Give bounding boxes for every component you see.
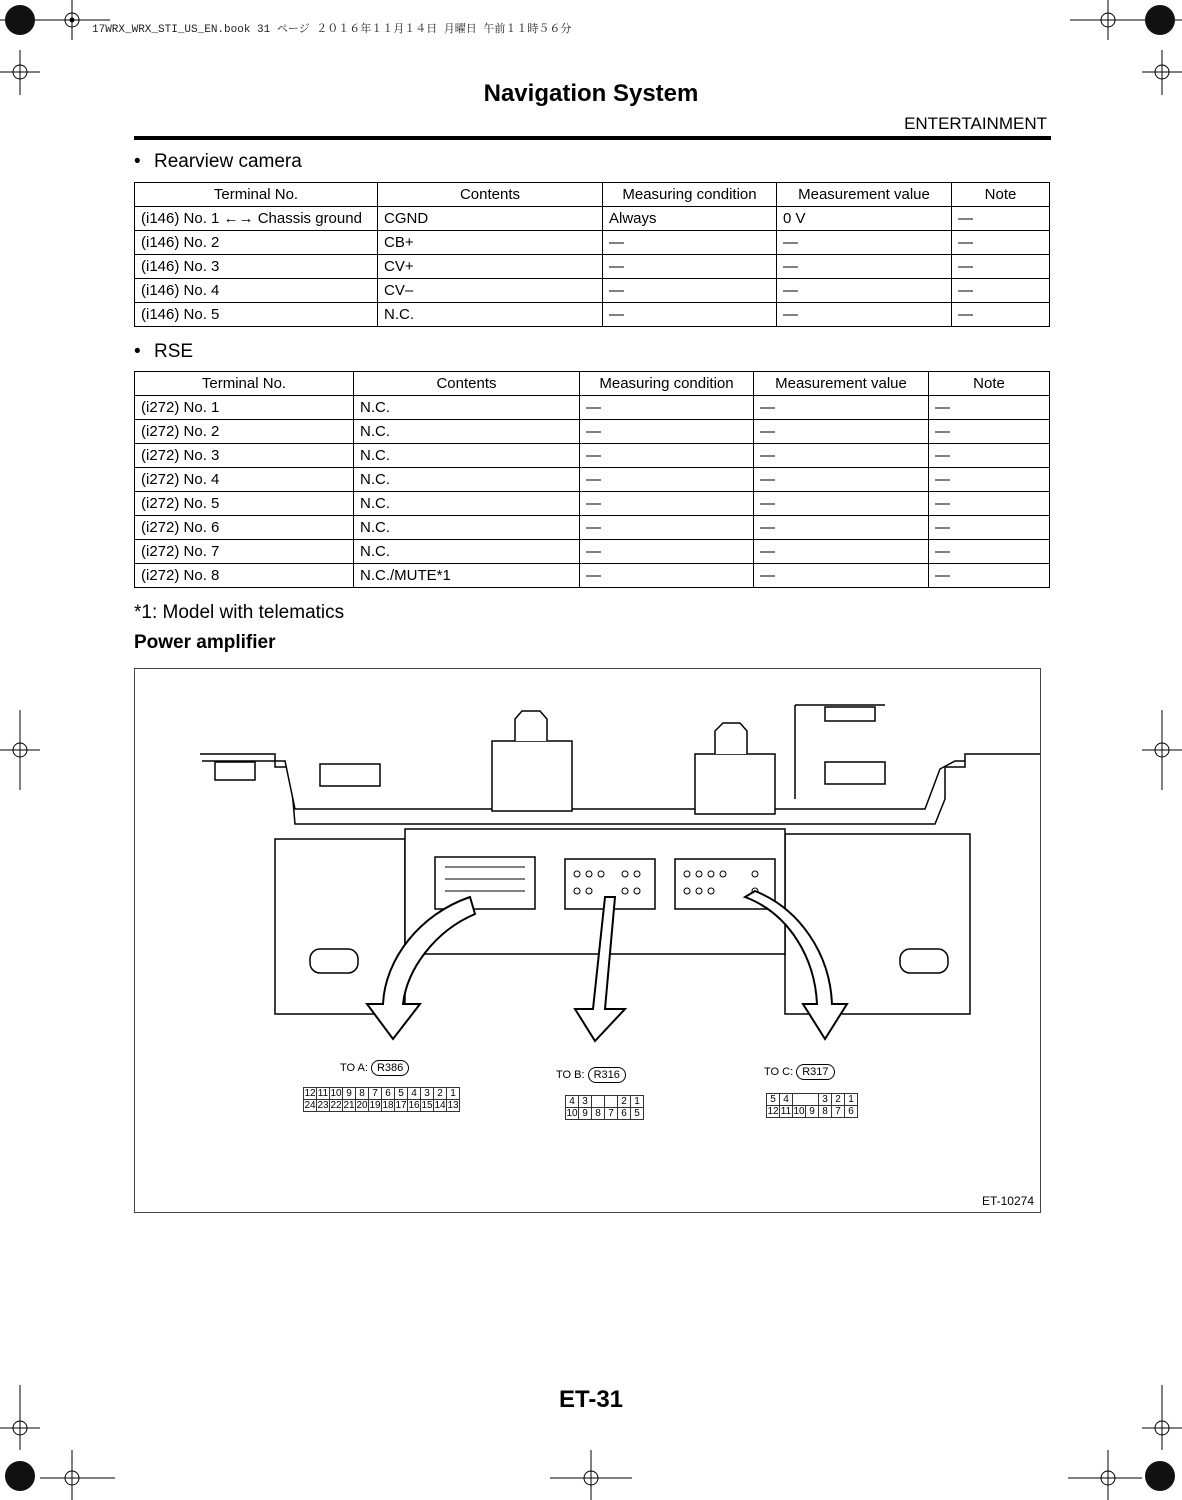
connector-code-r316: R316 <box>588 1067 626 1083</box>
pin: 19 <box>369 1100 381 1111</box>
bullet-rearview-camera: • Rearview camera <box>134 151 302 172</box>
pin: 2 <box>618 1096 631 1108</box>
print-header: 17WRX_WRX_STI_US_EN.book 31 ページ ２０１６年１１月１４日 月曜日 午前１１時５６分 <box>92 24 572 36</box>
cell-contents: CV– <box>378 279 603 303</box>
cell-condition: — <box>580 420 754 444</box>
pin: 7 <box>832 1106 845 1118</box>
pin: 4 <box>780 1094 793 1106</box>
cell-contents: N.C. <box>354 516 580 540</box>
pin: 6 <box>845 1106 858 1118</box>
cell-condition: — <box>580 444 754 468</box>
cell-value: — <box>754 420 929 444</box>
pin: 7 <box>369 1088 382 1100</box>
bullet-label: RSE <box>154 341 194 362</box>
cell-terminal: (i146) No. 1 ←→ Chassis ground <box>135 207 378 231</box>
pin: 10 <box>566 1108 578 1119</box>
cell-terminal: (i146) No. 4 <box>135 279 378 303</box>
cell-note: — <box>929 396 1050 420</box>
rearview-camera-table <box>134 182 1050 327</box>
section-label: ENTERTAINMENT <box>904 114 1047 133</box>
page-number: ET-31 <box>558 1386 624 1413</box>
cell-condition: — <box>580 468 754 492</box>
connector-b-label <box>556 1069 626 1081</box>
pin: 1 <box>447 1088 460 1100</box>
table-row <box>135 540 1050 564</box>
cell-contents: CB+ <box>378 231 603 255</box>
connector-c-label <box>764 1066 835 1078</box>
cell-condition: — <box>603 279 777 303</box>
cell-terminal: (i146) No. 5 <box>135 303 378 327</box>
table-row <box>135 207 1050 231</box>
cell-contents: N.C. <box>354 468 580 492</box>
cell-terminal: (i272) No. 5 <box>135 492 354 516</box>
pin: 7 <box>605 1108 618 1120</box>
cell-condition: — <box>603 255 777 279</box>
table-row <box>135 444 1050 468</box>
pin: 8 <box>819 1106 832 1118</box>
cell-contents: N.C. <box>354 396 580 420</box>
header-contents: Contents <box>354 372 580 396</box>
cell-note: — <box>929 564 1050 588</box>
cell-terminal: (i272) No. 2 <box>135 420 354 444</box>
cell-note: — <box>952 231 1050 255</box>
pin: 6 <box>382 1088 395 1100</box>
pin: 12 <box>304 1088 316 1099</box>
rse-table <box>134 371 1050 588</box>
subheading-power-amplifier: Power amplifier <box>134 632 276 653</box>
cell-contents: N.C./MUTE*1 <box>354 564 580 588</box>
cell-condition: — <box>580 540 754 564</box>
connector-a-label <box>340 1062 409 1074</box>
pin: 10 <box>793 1106 805 1117</box>
cell-terminal: (i272) No. 8 <box>135 564 354 588</box>
table-row <box>135 396 1050 420</box>
pin: 8 <box>356 1088 369 1100</box>
cell-contents: CV+ <box>378 255 603 279</box>
cell-value: — <box>777 303 952 327</box>
table-row <box>135 231 1050 255</box>
table-row <box>135 492 1050 516</box>
amplifier-illustration <box>135 669 1040 1212</box>
footnote: *1: Model with telematics <box>134 602 345 623</box>
cell-note: — <box>952 279 1050 303</box>
cell-value: — <box>777 255 952 279</box>
header-terminal: Terminal No. <box>135 183 378 207</box>
pin <box>592 1096 605 1108</box>
figure-id: ET-10274 <box>981 1194 1034 1208</box>
cell-note: — <box>929 516 1050 540</box>
table-row <box>135 564 1050 588</box>
cell-value: — <box>777 231 952 255</box>
cell-value: — <box>754 540 929 564</box>
pin: 9 <box>806 1106 819 1118</box>
cell-condition: — <box>580 396 754 420</box>
page-title: Navigation System <box>483 80 699 107</box>
connector-code-r386: R386 <box>371 1060 409 1076</box>
pin: 10 <box>330 1088 342 1099</box>
pin: 13 <box>447 1100 459 1111</box>
pin: 1 <box>845 1094 858 1106</box>
cell-contents: N.C. <box>354 420 580 444</box>
cell-terminal: (i272) No. 3 <box>135 444 354 468</box>
connector-a-pinout <box>303 1087 460 1112</box>
pin: 22 <box>330 1100 342 1111</box>
cell-contents: N.C. <box>354 444 580 468</box>
cell-note: — <box>952 255 1050 279</box>
cell-note: — <box>929 492 1050 516</box>
pin: 2 <box>434 1088 447 1100</box>
cell-value: — <box>754 468 929 492</box>
connector-code-r317: R317 <box>796 1064 834 1080</box>
power-amplifier-figure <box>134 668 1041 1213</box>
to-label: TO C: <box>764 1066 794 1078</box>
pin: 8 <box>592 1108 605 1120</box>
cell-terminal: (i272) No. 7 <box>135 540 354 564</box>
cell-terminal: (i272) No. 1 <box>135 396 354 420</box>
pin: 15 <box>421 1100 433 1111</box>
header-note: Note <box>929 372 1050 396</box>
cell-terminal: (i146) No. 2 <box>135 231 378 255</box>
header-measurement-value: Measurement value <box>754 372 929 396</box>
bullet-label: Rearview camera <box>154 151 302 172</box>
cell-terminal: (i146) No. 3 <box>135 255 378 279</box>
table-row <box>135 516 1050 540</box>
cell-contents: N.C. <box>378 303 603 327</box>
pin: 9 <box>343 1088 356 1100</box>
pin: 17 <box>395 1100 407 1111</box>
cell-terminal: (i272) No. 6 <box>135 516 354 540</box>
cell-value: — <box>754 396 929 420</box>
pin: 9 <box>579 1108 592 1120</box>
header-terminal: Terminal No. <box>135 372 354 396</box>
header-measuring-condition: Measuring condition <box>603 183 777 207</box>
table-row <box>135 303 1050 327</box>
pin: 2 <box>832 1094 845 1106</box>
header-measuring-condition: Measuring condition <box>580 372 754 396</box>
cell-value: 0 V <box>777 207 952 231</box>
pin: 3 <box>579 1096 592 1108</box>
pin: 23 <box>317 1100 329 1111</box>
pin <box>605 1096 618 1108</box>
cell-note: — <box>929 468 1050 492</box>
cell-value: — <box>754 492 929 516</box>
cell-note: — <box>929 540 1050 564</box>
cell-note: — <box>952 207 1050 231</box>
header-note: Note <box>952 183 1050 207</box>
cell-value: — <box>777 279 952 303</box>
pin: 18 <box>382 1100 394 1111</box>
pin: 11 <box>780 1106 792 1117</box>
cell-value: — <box>754 444 929 468</box>
pin: 3 <box>421 1088 434 1100</box>
cell-contents: N.C. <box>354 492 580 516</box>
pin: 4 <box>408 1088 421 1100</box>
table-row <box>135 255 1050 279</box>
pin: 5 <box>767 1094 780 1106</box>
cell-condition: — <box>580 564 754 588</box>
cell-condition: — <box>580 516 754 540</box>
cell-contents: N.C. <box>354 540 580 564</box>
cell-condition: Always <box>603 207 777 231</box>
pin: 24 <box>304 1100 316 1111</box>
to-label: TO B: <box>556 1069 585 1081</box>
table-header-row <box>135 372 1050 396</box>
pin: 21 <box>343 1100 355 1111</box>
header-contents: Contents <box>378 183 603 207</box>
cell-condition: — <box>603 231 777 255</box>
cell-condition: — <box>603 303 777 327</box>
pin: 6 <box>618 1108 631 1120</box>
pin: 3 <box>819 1094 832 1106</box>
table-row <box>135 279 1050 303</box>
cell-contents: CGND <box>378 207 603 231</box>
table-row <box>135 420 1050 444</box>
connector-b-pinout <box>565 1095 644 1120</box>
cell-note: — <box>929 420 1050 444</box>
header-rule <box>134 136 1051 140</box>
pin: 4 <box>566 1096 579 1108</box>
cell-value: — <box>754 516 929 540</box>
pin: 5 <box>395 1088 408 1100</box>
connector-c-pinout <box>766 1093 858 1118</box>
table-header-row <box>135 183 1050 207</box>
table-row <box>135 468 1050 492</box>
cell-value: — <box>754 564 929 588</box>
pin <box>793 1094 819 1106</box>
pin: 1 <box>631 1096 644 1108</box>
bullet-rse: • RSE <box>134 341 194 362</box>
pin: 20 <box>356 1100 368 1111</box>
pin: 14 <box>434 1100 446 1111</box>
to-label: TO A: <box>340 1062 368 1074</box>
cell-terminal: (i272) No. 4 <box>135 468 354 492</box>
pin: 11 <box>317 1088 329 1099</box>
cell-condition: — <box>580 492 754 516</box>
cell-note: — <box>929 444 1050 468</box>
cell-note: — <box>952 303 1050 327</box>
header-measurement-value: Measurement value <box>777 183 952 207</box>
pin: 16 <box>408 1100 420 1111</box>
pin: 12 <box>767 1106 779 1117</box>
pin: 5 <box>631 1108 644 1120</box>
